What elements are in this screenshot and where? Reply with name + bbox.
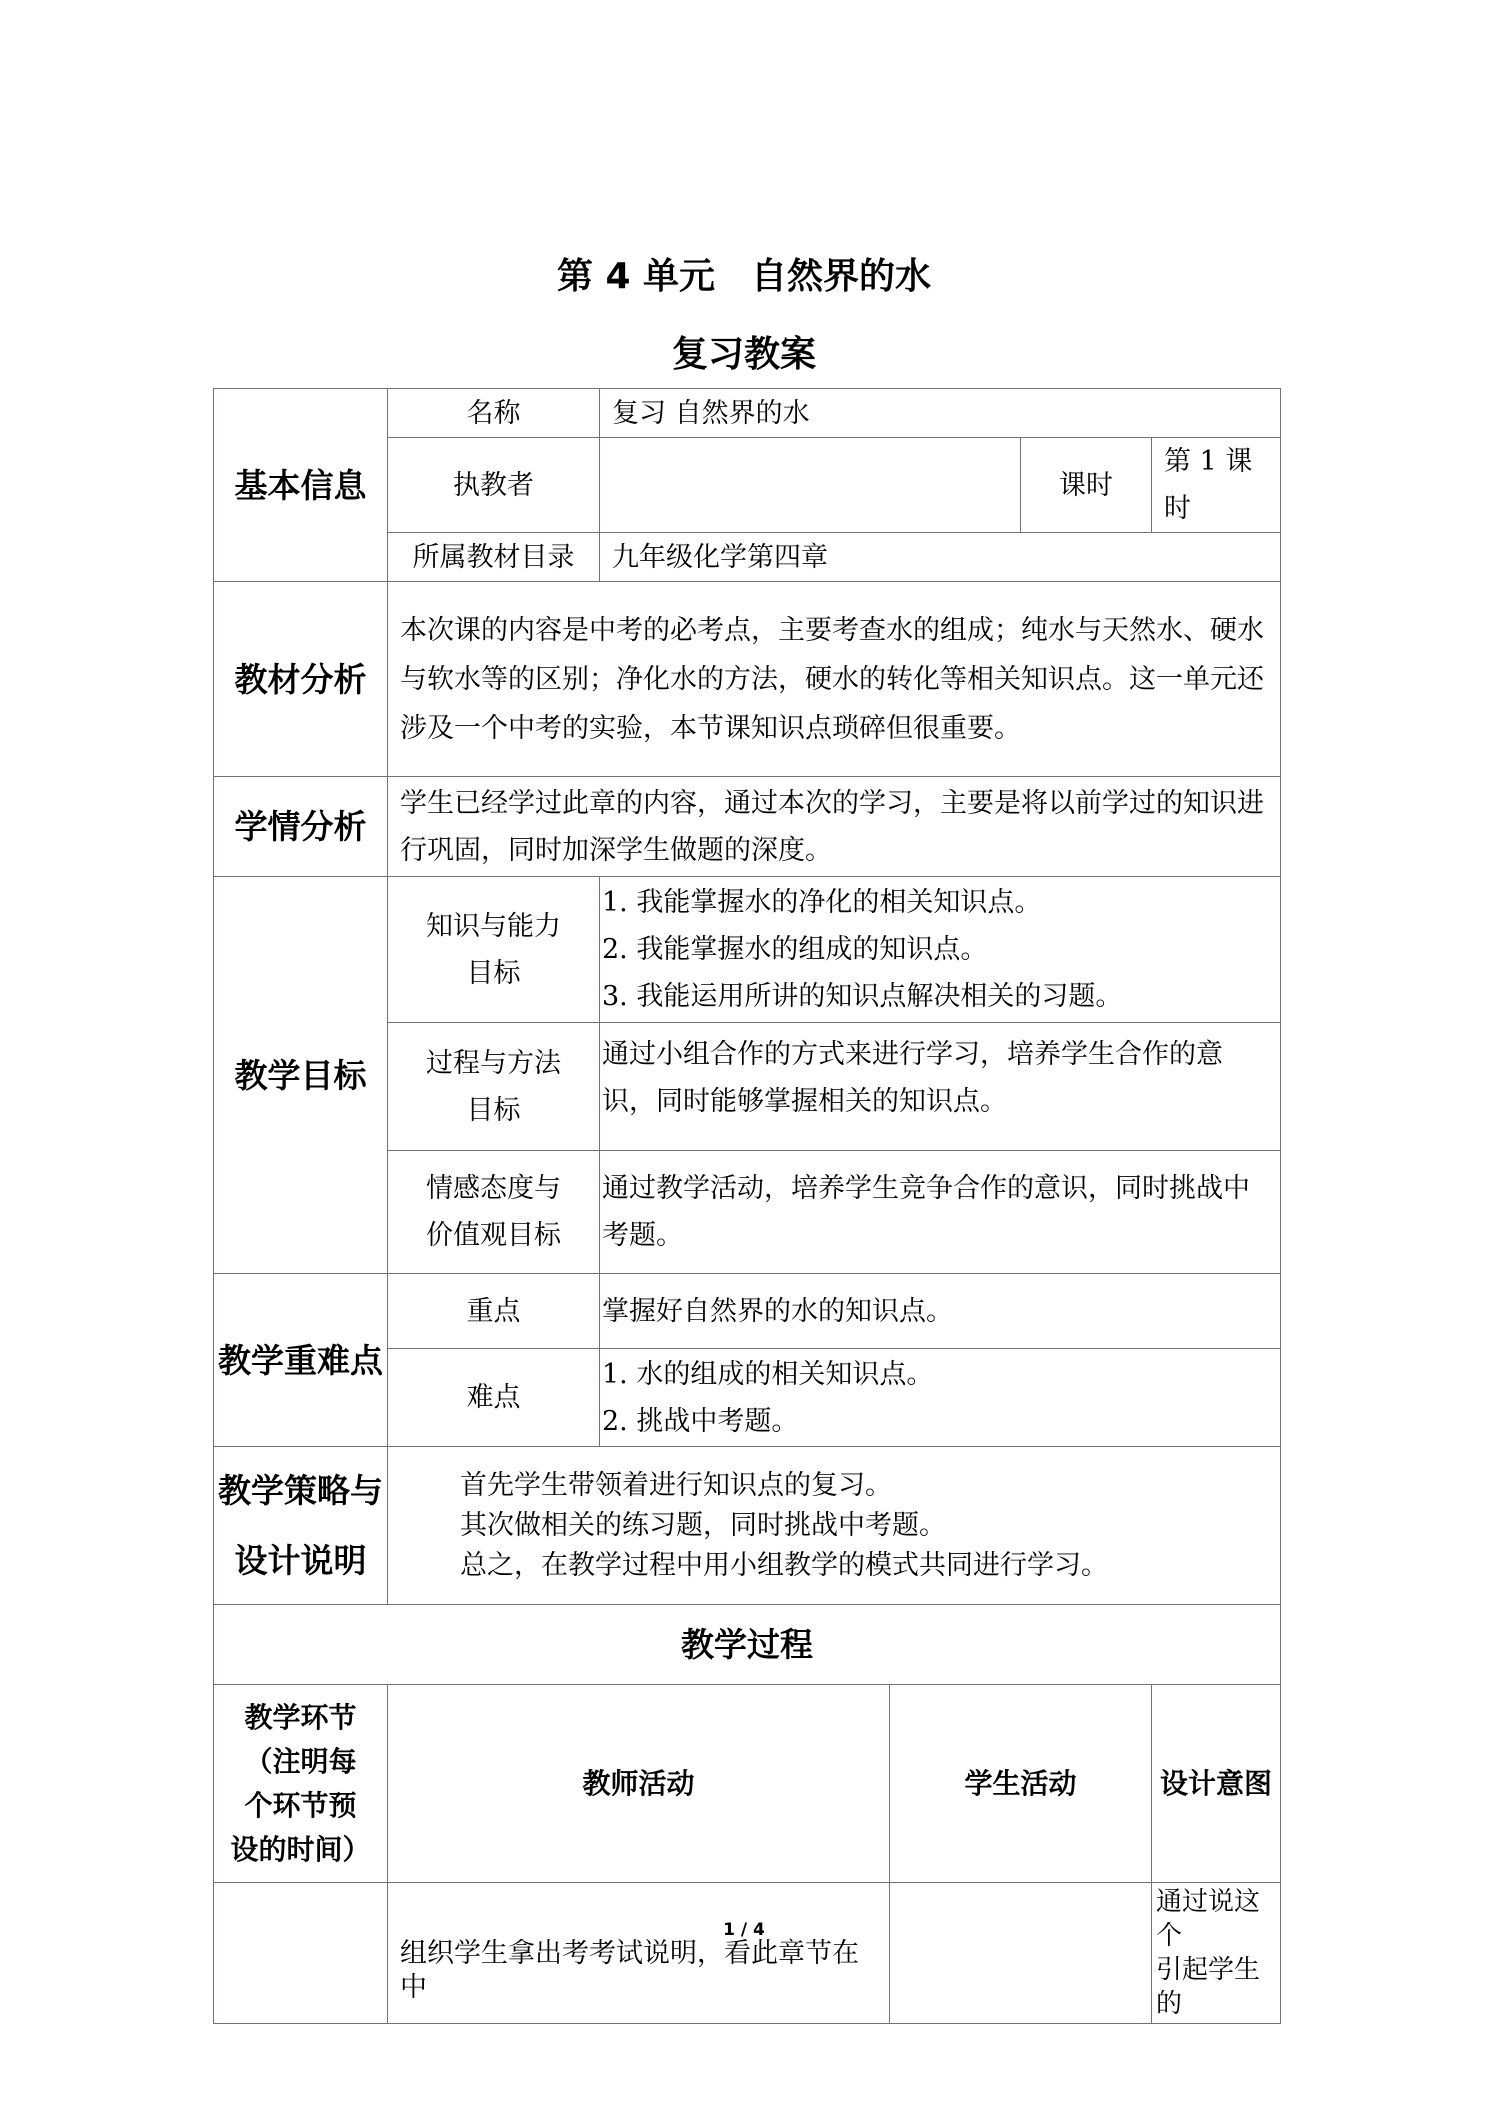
knowledge-goal-items — [600, 877, 1281, 1023]
strategy-section — [214, 1447, 388, 1605]
difficult-point-label: 难点 — [388, 1349, 600, 1447]
process-goal-label-line1: 过程与方法 — [426, 1047, 561, 1079]
design-line: 引起学生的 — [1156, 1955, 1261, 2019]
process-row-student — [890, 1883, 1152, 2024]
goal-knowledge-row — [214, 877, 1281, 1023]
student-analysis-text: 学生已经学过此章的内容，通过本次的学习，主要是将以前学过的知识进行巩固，同时加深学生做题的深度。 — [388, 777, 1281, 877]
process-row-stage — [214, 1883, 388, 2024]
student-analysis-row — [214, 777, 1281, 877]
stage-header-line: 设的时间） — [230, 1832, 371, 1866]
key-points-section: 教学重难点 — [214, 1274, 388, 1447]
material-analysis-text: 本次课的内容是中考的必考点，主要考查水的组成；纯水与天然水、硬水与软水等的区别；净化水的方法，硬水的转化等相关知识点。这一单元还涉及一个中考的实验，本节课知识点琐碎但很重要。 — [388, 582, 1281, 777]
process-row — [214, 1883, 1281, 2024]
emotion-goal-label-line1: 情感态度与 — [426, 1173, 561, 1204]
material-analysis-row — [214, 582, 1281, 777]
strategy-section-line1: 教学策略与 — [218, 1470, 383, 1510]
period-label: 课时 — [1021, 438, 1152, 533]
basic-info-row-name — [214, 389, 1281, 438]
student-analysis-section: 学情分析 — [214, 777, 388, 877]
material-analysis-section: 教材分析 — [214, 582, 388, 777]
difficult-item: 2. 挑战中考题。 — [602, 1405, 799, 1437]
stage-header-line: 教学环节 — [244, 1700, 357, 1734]
knowledge-goal-label — [388, 877, 600, 1023]
strategy-text — [388, 1447, 1281, 1605]
teacher-activity-header: 教师活动 — [388, 1685, 890, 1883]
teaching-goals-section: 教学目标 — [214, 877, 388, 1274]
name-label: 名称 — [388, 389, 600, 438]
strategy-line: 总之，在教学过程中用小组教学的模式共同进行学习。 — [460, 1549, 1108, 1581]
process-goal-label-line2: 目标 — [466, 1094, 521, 1126]
knowledge-goal-label-line2: 目标 — [466, 957, 521, 989]
process-goal-label — [388, 1023, 600, 1151]
document-subtitle: 复习教案 — [671, 334, 816, 375]
process-header-row — [214, 1685, 1281, 1883]
teacher-value — [600, 438, 1021, 533]
process-goal-text: 通过小组合作的方式来进行学习，培养学生合作的意识，同时能够掌握相关的知识点。 — [600, 1023, 1281, 1151]
emotion-goal-label-line2: 价值观目标 — [426, 1220, 561, 1251]
emotion-goal-text: 通过教学活动，培养学生竞争合作的意识，同时挑战中考题。 — [600, 1151, 1281, 1274]
student-activity-header: 学生活动 — [890, 1685, 1152, 1883]
lesson-plan-table — [213, 388, 1281, 2024]
strategy-line: 其次做相关的练习题，同时挑战中考题。 — [460, 1509, 946, 1541]
key-point-label: 重点 — [388, 1274, 600, 1349]
stage-header-line: 个环节预 — [244, 1788, 357, 1822]
difficult-item: 1. 水的组成的相关知识点。 — [602, 1358, 934, 1390]
period-value: 第 1 课时 — [1152, 438, 1281, 533]
stage-column-header — [214, 1685, 388, 1883]
strategy-section-line2: 设计说明 — [234, 1540, 367, 1580]
document-title: 第 4 单元 自然界的水 — [556, 256, 932, 297]
process-heading: 教学过程 — [214, 1605, 1281, 1685]
key-point-row — [214, 1274, 1281, 1349]
page-number: 1 / 4 — [723, 1920, 765, 1940]
design-line: 通过说这个 — [1156, 1887, 1261, 1951]
process-row-design — [1152, 1883, 1281, 2024]
process-row-teacher: 组织学生拿出考考试说明，看此章节在中 — [388, 1883, 890, 2024]
key-point-text: 掌握好自然界的水的知识点。 — [600, 1274, 1281, 1349]
process-heading-row — [214, 1605, 1281, 1685]
catalog-value: 九年级化学第四章 — [600, 533, 1281, 582]
knowledge-item: 1. 我能掌握水的净化的相关知识点。 — [602, 887, 1042, 918]
basic-info-section: 基本信息 — [214, 389, 388, 582]
name-value: 复习 自然界的水 — [600, 389, 1281, 438]
design-intent-header: 设计意图 — [1152, 1685, 1281, 1883]
emotion-goal-label — [388, 1151, 600, 1274]
knowledge-item: 3. 我能运用所讲的知识点解决相关的习题。 — [602, 981, 1123, 1012]
difficult-point-items — [600, 1349, 1281, 1447]
strategy-line: 首先学生带领着进行知识点的复习。 — [460, 1469, 892, 1501]
teacher-label: 执教者 — [388, 438, 600, 533]
knowledge-goal-label-line1: 知识与能力 — [426, 910, 561, 942]
strategy-row — [214, 1447, 1281, 1605]
knowledge-item: 2. 我能掌握水的组成的知识点。 — [602, 934, 988, 965]
catalog-label: 所属教材目录 — [388, 533, 600, 582]
stage-header-line: （注明每 — [244, 1744, 357, 1778]
